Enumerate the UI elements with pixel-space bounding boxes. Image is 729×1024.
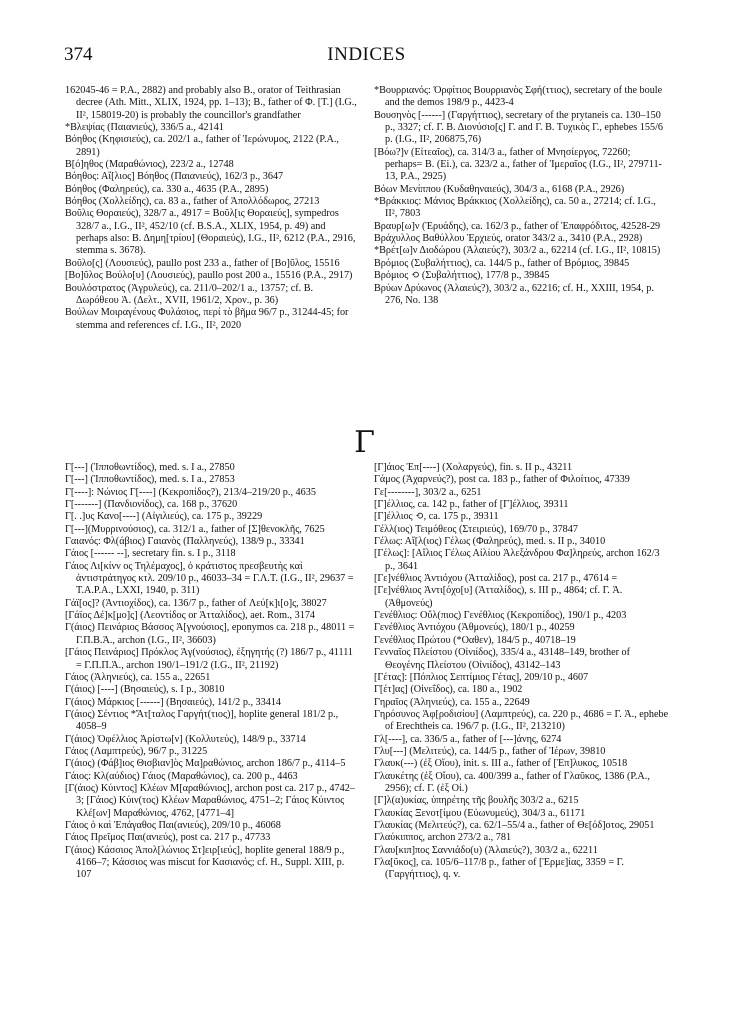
index-entry: Γ[έτ]ας] (Οἰνεΐδος), ca. 180 a., 1902: [374, 684, 523, 696]
page-number: 374: [64, 44, 93, 65]
bottom-right-column: [374, 462, 670, 882]
index-entry: Γ(άιος) Ὀφέλλιος Ἀρίστω[ν] (Κολλυτεύς), 148/9 p., 33714: [65, 733, 306, 745]
index-entry: Γλαυκ(---) (ἐξ Οἴου), init. s. III a., father of [Ἐπ]λυκος, 10518: [374, 758, 628, 770]
index-entry: Γ[. .]υς Κανο[----] (Αἰγιλιεύς), ca. 175 p., 39229: [65, 511, 263, 523]
index-entry: [Γ]έλλιος, ca. 142 p., father of [Γ]έλλιος, 39311: [374, 499, 569, 511]
index-entry: 162045-46 = P.A., 2882) and probably also B., orator of Teithrasian decree (Ath. Mitt., XLIX, 1924, pp. 1–13); B., father of Φ. [Τ.] (I.G., II², 158019-20) is probably the councillor's grandfather: [65, 85, 357, 121]
index-entry: Βουλόστρατος (Ἀγρυλεύς), ca. 211/0–202/1 a., 13757; cf. B. Δωρόθεου Ἀ. (Δελτ., XVII, 1961/2, Χρον., p. 36): [65, 282, 314, 306]
index-entry: Βράχυλλος Βαθύλλου Ἐρχιεύς, orator 343/2 a., 3410 (P.A., 2928): [374, 233, 643, 245]
index-entry: Γενναῖος Πλείστου (Οἰνιίδος), 335/4 a., 43148–149, brother of Θεογένης Πλείστου (Οἰνιίδος), 43142–143: [374, 647, 631, 671]
index-entry: Γάιος (Λαμπτρεύς), 96/7 p., 31225: [65, 745, 208, 757]
index-entry: Γ[---] (Ἱπποθωντίδος), med. s. I a., 27850: [65, 462, 235, 473]
index-entry: [Γ]έλλιος ⟲, ca. 175 p., 39311: [374, 511, 499, 523]
index-entry: Γλαυκίας (Μελιτεύς?), ca. 62/1–55/4 a., father of Θε[όδ]οτος, 29051: [374, 819, 655, 831]
index-entry: Βραυρ[ω]ν (Ἐρυάδης), ca. 162/3 p., father of Ἐπαφρόδιτος, 42528-29: [374, 220, 661, 232]
index-entry: Γ(άιος) [----] (Βησαιεύς), s. I p., 30810: [65, 684, 225, 696]
index-entry: Βουσηνὸς [------] (Γαργήττιος), secretary of the prytaneis ca. 130–150 p., 3327; cf. Γ. Β. Διονύσιο[ς] Γ. and Γ. Β. Τυχικὸς Γ., ephebes 155/6 p. (I.G., II², 206875,76): [374, 109, 663, 146]
index-entry: Γάιος Λι[κίνν ος Τηλέμαχος], ὁ κράτιστος πρεσβευτὴς καὶ ἀντιστράτηγος κτλ. 209/10 p., 46033–34 = Γ.Λ.Τ. (I.G., II², 29637 = T.A.P.A., LXXI, 1940, p. 311): [65, 560, 354, 597]
index-entry: Β[ό]ηθος (Μαραθώνιος), 223/2 a., 12748: [65, 159, 234, 171]
index-entry: Γ(άιος) Κάσσιος Ἀπολ[λώνιος Στ]ειρ[ιεύς], hoplite general 188/9 p., 4166–7; Κάσσιος was miscut for Κασιανός; cf. H., Suppl. XIII, p. 107: [65, 844, 345, 881]
index-entry: [Γέλως]: [Αἴλιος Γέλως Αἰλίου Ἀλεξάνδρου Φα]ληρεύς, archon 162/3 p., 3641: [374, 548, 660, 572]
index-entry: Βόων Μενίππου (Κυδαθηναιεύς), 304/3 a., 6168 (P.A., 2926): [374, 183, 625, 195]
index-entry: [Γέτας]: [Πόπλιος Σεπτίμιος Γέτας], 209/10 p., 4607: [374, 671, 589, 683]
index-entry: Γάιος [------ --], secretary fin. s. I p., 3118: [65, 548, 236, 560]
index-entry: Βοῦλο[ς] (Λουσιεύς), paullo post 233 a., father of [Βο]ῦλος, 15516: [65, 257, 340, 269]
index-entry: Βόηθος (Φαληρεύς), ca. 330 a., 4635 (P.A., 2895): [65, 183, 269, 195]
index-entry: Γ[---](Μυρρινούσιος), ca. 312/1 a., father of [Σ]θενοκλῆς, 7625: [65, 523, 325, 535]
index-entry: Βούλων Μοιραγένους Φυλάσιος, περί τὸ βῆμα 96/7 p., 31244-45; for stemma and references cf. I.G., II², 2020: [65, 307, 349, 331]
index-entry: [Γάιος Πεινάριος] Πρόκλος Ἀγ(νούσιος), ἐξηγητής (?) 186/7 p., 41111 = Γ.Π.Π.Ἀ., archon 190/1–191/2 (I.G., II², 21192): [65, 647, 354, 671]
index-entry: Γηραῖος (Ἀληνιεύς), ca. 155 a., 22649: [374, 696, 530, 708]
index-entry: Γ[----]: Νώνιος Γ[----] (Κεκροπίδος?), 213/4–219/20 p., 4635: [65, 486, 316, 498]
index-entry: *Βρέτ[ω]ν Διοδώρου (Ἁλαιεύς?), 303/2 a., 62214 (cf. I.G., II², 10815): [374, 245, 661, 257]
index-entry: Γάμος (Ἀχαρνεύς?), post ca. 183 p., father of Φιλοίτιος, 47339: [374, 474, 630, 486]
index-entry: Γενέθλιος Ἀντιόχου (Ἀθμονεύς), 180/1 p., 40259: [374, 622, 575, 634]
index-entry: Βόηθος (Χολλείδης), ca. 83 a., father of Ἀπολλόδωρος, 27213: [65, 196, 320, 208]
index-entry: Γλ[----], ca. 336/5 a., father of [---]άνης, 6274: [374, 733, 562, 745]
index-entry: [Βόω?]ν (Εἰτεαῖος), ca. 314/3 a., father of Μνησίεργος, 72260; perhaps= B. (Ei.), ca. 323/2 a., father of Ἱμεραῖος (I.G., II², 279711-13, P.A., 2925): [374, 146, 662, 183]
index-entry: Γ[-------] (Πανδιονίδος), ca. 168 p., 37620: [65, 499, 238, 511]
index-entry: Γηρόσυνος Ἀφ[ροδισίου] (Λαμπτρεύς), ca. 220 p., 4686 = Γ. Ἀ., ephebe of Erechtheis ca. 196/7 p. (I.G., II², 213210): [374, 708, 669, 733]
index-entry: Γ(άιος) Πεινάριος Βάσσος Ἀ[γνούσιος], eponymos ca. 218 p., 48011 = Γ.Π.Β.Ἀ., archon (I.G., II², 36603): [65, 622, 355, 646]
index-entry: Γέλλ(ιος) Τειμόθεος (Στειριεύς), 169/70 p., 37847: [374, 523, 578, 535]
index-entry: Βρόμιος ⟲ (Συβαλήττιος), 177/8 p., 39845: [374, 270, 550, 282]
index-entry: [Γάϊος Δέ]κ[μο]ς] (Λεοντίδος or Ἀτταλίδος), aet. Rom., 3174: [65, 610, 316, 622]
index-entry: Γλαύκιππος, archon 273/2 a., 781: [374, 832, 512, 844]
index-entry: *Βράκκιος: Μάνιος Βράκκιος (Χολλείδης), ca. 50 a., 27214; cf. I.G., II², 7803: [374, 196, 656, 220]
top-left-column: [65, 85, 357, 332]
running-title: INDICES: [327, 44, 406, 65]
index-entry: Γάιος (Ἀληνιεύς), ca. 155 a., 22651: [65, 671, 211, 683]
index-entry: [Γε]νέθλιος Ἀντι[όχο[υ] (Ἀτταλίδος), s. III p., 4864; cf. Γ. Ἀ. (Ἀθμονεύς): [374, 585, 623, 609]
index-entry: Βρύων Δρύωνος (Ἁλαιεύς?), 303/2 a., 62216; cf. H., XXIII, 1954, p. 276, No. 138: [374, 282, 654, 306]
index-entry: Γ(άιος) Μάρκιος [------] (Βησαιεύς), 141/2 p., 33414: [65, 696, 282, 708]
index-entry: Γενέθλιος Πρώτου (*Οαθεν), 184/5 p., 40718–19: [374, 634, 576, 646]
index-entry: Γέλως: Αἴ[λ(ιος) Γέλως (Φαληρεύς), med. s. II p., 34010: [374, 536, 606, 548]
index-entry: *Βουρριανός: Ὀρφίτιος Βουρριανὸς Σφή(ττιος), secretary of the boule and the demos 198/9 p., 4423-4: [374, 85, 663, 109]
top-right-column: [374, 85, 670, 307]
index-entry: Βόηθος (Κηφισιεύς), ca. 202/1 a., father of Ἱερώνυμος, 2122 (P.A., 2891): [65, 134, 339, 158]
index-entry: Γλαυκίας Ξενοτ[ίμου (Εὐωνυμεύς), 304/3 a., 61171: [374, 807, 586, 819]
bottom-left-column: [65, 462, 357, 882]
index-entry: [Γ]άιος Ἐπ[----] (Χολαργεύς), fin. s. II p., 43211: [374, 462, 573, 473]
index-entry: Γάιος: Κλ(αύδιος) Γάιος (Μαραθώνιος), ca. 200 p., 4463: [65, 770, 298, 782]
index-entry: Γαιανός: Φλ(άβιος) Γαιανὸς (Παλληνεύς), 138/9 p., 33341: [65, 536, 305, 548]
index-entry: Βρόμιος (Συβαλήττιος), ca. 144/5 p., father of Βρόμιος, 39845: [374, 257, 630, 269]
index-entry: Γλα[ῦκος], ca. 105/6–117/8 p., father of [Ἐρμε]ίας, 3359 = Γ. (Γαργήττιος), q. v.: [374, 857, 624, 881]
index-entry: Βοῦλις Θοραιεύς), 328/7 a., 4917 = Βοῦλ[ις Θοραιεύς], sympedros 328/7 a., I.G., II², 452/10 (cf. B.S.A., XLIX, 1954, p. 49) and perhaps also: Β. Δημη[τρίου] (Θοραιεύς), I.G., II², 6212 (P.A., 2916, stemma s. 3678).: [65, 208, 356, 257]
index-entry: Γάϊ[ος]? (Ἀντιοχίδος), ca. 136/7 p., father of Λεύ[κ]ι[ο]ς, 38027: [65, 597, 327, 609]
index-entry: [Γ]λ(α)υκίας, ὑπηρέτης τῆς βουλῆς 303/2 a., 6215: [374, 795, 579, 807]
section-letter: Γ: [354, 425, 375, 460]
index-entry: Γενέθλιος: Οὔλ(πιος) Γενέθλιος (Κεκροπίδος), 190/1 p., 4203: [374, 610, 627, 622]
index-entry: Βόηθος: Αἴ[λιος] Βόηθος (Παιανιεύς), 162/3 p., 3647: [65, 171, 284, 183]
index-entry: Γλαυκέτης (ἐξ Οἴου), ca. 400/399 a., father of Γλαῦκος, 1386 (P.A., 2956); cf. Γ. (ἐξ Οἰ.): [374, 770, 650, 794]
index-entry: Γε[--------], 303/2 a., 6251: [374, 486, 482, 498]
index-entry: Γ(άιος) (Φάβ]ιος Θισβιαν]ὸς Μα]ραθώνιος, archon 186/7 p., 4114–5: [65, 758, 346, 770]
index-entry: Γ[---] (Ἱπποθωντίδος), med. s. I a., 27853: [65, 474, 235, 486]
index-entry: Γλυ[---] (Μελιτεύς), ca. 144/5 p., father of Ἱέρων, 39810: [374, 745, 606, 757]
index-entry: [Γε]νέθλιος Ἀντιόχου (Ἀτταλίδος), post ca. 217 p., 47614 =: [374, 573, 618, 585]
index-entry: Γ(άιος) Σέντιος *Ἄτ[ταλος Γαργήτ(τιος)], hoplite general 181/2 p., 4058–9: [65, 708, 339, 733]
index-entry: [Βο]ῦλος Βούλο[υ] (Λουσιεύς), paullo post 200 a., 15516 (P.A., 2917): [65, 270, 353, 282]
index-entry: [Γ(άιος) Κύιντος] Κλέων Μ[αραθώνιος], archon post ca. 217 p., 4742–3; [Γάιος) Κύιν(τος) Κλέων Μαραθώνιος, 4751–2; Γάιος Κύιντος Κλέ[ων] Μαραθώνιος, 4762, [4771–4]: [65, 782, 355, 819]
index-entry: Γλαυ[κιπ]πος Σαννιάδο(υ) (Ἁλαιεύς?), 303/2 a., 62211: [374, 844, 598, 856]
index-entry: *Βλεψίας (Παιανιεύς), 336/5 a., 42141: [65, 122, 224, 134]
index-entry: Γάιος Πρεῖμος Παι(ανιεύς), post ca. 217 p., 47733: [65, 832, 271, 844]
index-entry: Γάιος ὁ καὶ Ἐπάγαθος Παι(ανιεύς), 209/10 p., 46068: [65, 819, 281, 831]
page-header: [64, 44, 669, 68]
